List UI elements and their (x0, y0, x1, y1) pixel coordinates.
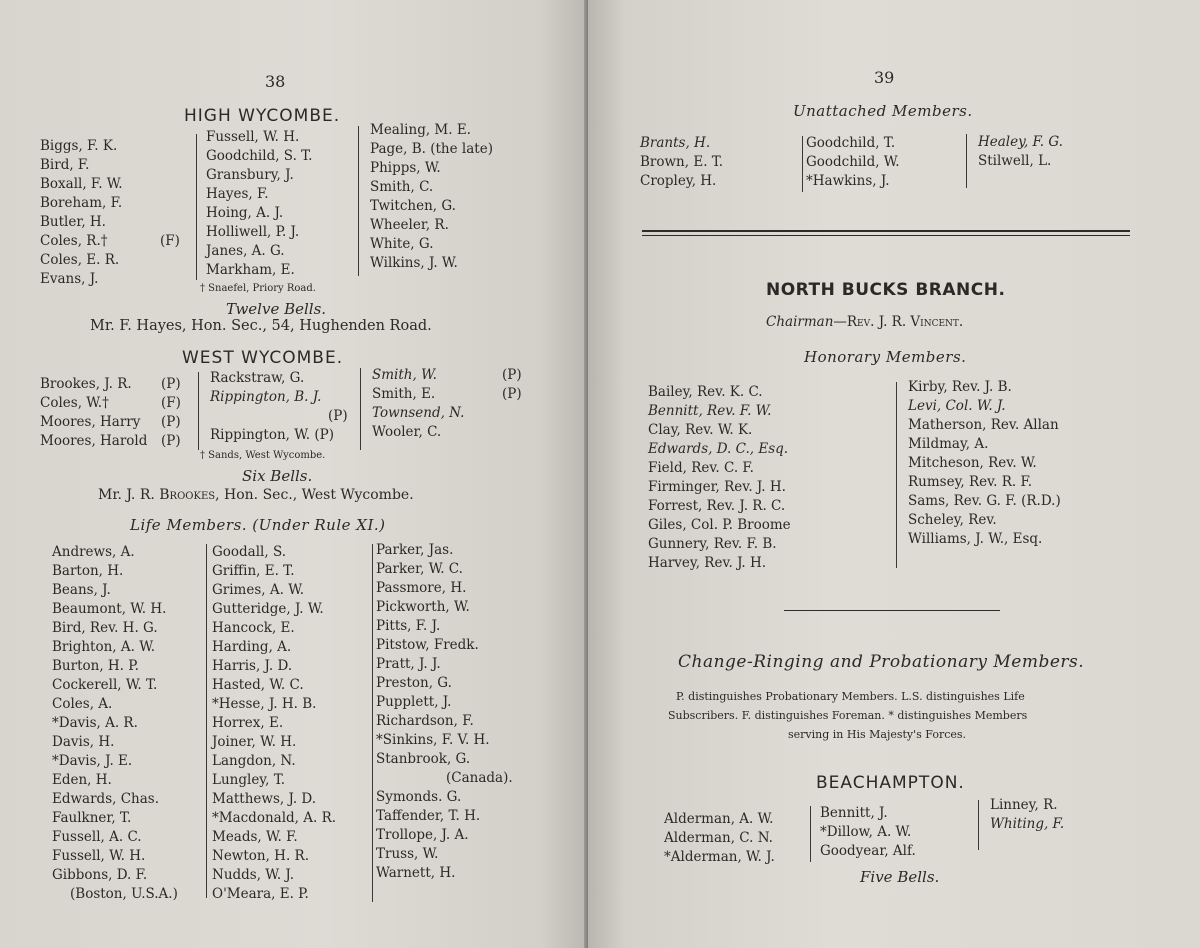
list-item: *Sinkins, F. V. H. (376, 732, 490, 748)
list-item: Burton, H. P. (52, 658, 139, 674)
list-item: Trollope, J. A. (376, 827, 469, 843)
list-item: Hasted, W. C. (212, 677, 304, 693)
list-item: Wilkins, J. W. (370, 255, 458, 271)
list-item: Mitcheson, Rev. W. (908, 455, 1037, 471)
section-title-change-ringing: Change-Ringing and Probationary Members. (678, 652, 1085, 672)
high-wycombe-col2 (206, 128, 312, 280)
list-item: Boreham, F. (40, 195, 123, 211)
list-item: Davis, H. (52, 734, 115, 750)
list-item: Clay, Rev. W. K. (648, 422, 753, 438)
list-item: Page, B. (the late) (370, 141, 493, 157)
short-rule (784, 610, 1000, 611)
list-item: Goodall, S. (212, 544, 287, 560)
section-title-life-members: Life Members. (Under Rule XI.) (130, 516, 386, 534)
list-item: *Davis, A. R. (52, 715, 138, 731)
list-item: Sams, Rev. G. F. (R.D.) (908, 493, 1061, 509)
list-item: Moores, Harold (40, 433, 148, 449)
list-item: Nudds, W. J. (212, 867, 295, 883)
honorary-col1 (648, 383, 791, 573)
unattached-col1 (640, 134, 723, 191)
list-item: Fussell, A. C. (52, 829, 142, 845)
list-item: Fussell, W. H. (206, 129, 300, 145)
list-item: Barton, H. (52, 563, 124, 579)
list-item: Edwards, D. C., Esq. (648, 441, 789, 457)
list-item: Linney, R. (990, 797, 1058, 813)
high-wycombe-col3 (370, 121, 493, 273)
list-item: Beans, J. (52, 582, 111, 598)
beachampton-col1 (664, 810, 775, 867)
legend-note: P. distinguishes Probationary Members. L.S. distinguishes Life (676, 690, 1025, 703)
secretary-name: Brookes (159, 487, 216, 503)
list-item: Symonds. G. (376, 789, 462, 805)
bells-note: Twelve Bells. (226, 300, 327, 318)
list-item: Pitstow, Fredk. (376, 637, 479, 653)
west-wycombe-col3 (372, 366, 464, 442)
list-item: Alderman, A. W. (664, 811, 774, 827)
list-item: Mildmay, A. (908, 436, 989, 452)
list-item: Smith, W. (372, 367, 437, 383)
beachampton-col2 (820, 804, 916, 861)
column-divider (372, 544, 373, 902)
list-item: Newton, H. R. (212, 848, 309, 864)
list-item: Meads, W. F. (212, 829, 298, 845)
list-item: Brighton, A. W. (52, 639, 155, 655)
list-item: Goodchild, S. T. (206, 148, 313, 164)
list-item: Matherson, Rev. Allan (908, 417, 1059, 433)
list-item: Coles, E. R. (40, 252, 120, 268)
column-divider (966, 134, 967, 188)
status-flag: (P) (502, 386, 522, 402)
list-item: *Hawkins, J. (806, 173, 890, 189)
left-page (0, 0, 588, 948)
bells-note: Five Bells. (860, 868, 940, 886)
life-members-col3 (376, 541, 513, 883)
list-item: Butler, H. (40, 214, 106, 230)
list-item: Eden, H. (52, 772, 112, 788)
list-item: Levi, Col. W. J. (908, 398, 1006, 414)
list-item: Beaumont, W. H. (52, 601, 167, 617)
list-item: Pratt, J. J. (376, 656, 441, 672)
list-item: Warnett, H. (376, 865, 456, 881)
list-item: Gransbury, J. (206, 167, 294, 183)
chairman-line (766, 314, 963, 330)
page-number: 39 (874, 68, 895, 87)
bells-note: Six Bells. (242, 467, 313, 485)
legend-note: serving in His Majesty's Forces. (788, 728, 967, 741)
list-item: Coles, W.† (40, 395, 109, 411)
list-item: Goodchild, T. (806, 135, 896, 151)
list-item: Goodyear, Alf. (820, 843, 916, 859)
secretary-line (98, 487, 414, 503)
list-item: Holliwell, P. J. (206, 224, 300, 240)
list-item: Stilwell, L. (978, 153, 1052, 169)
list-item: *Davis, J. E. (52, 753, 133, 769)
list-item: Cockerell, W. T. (52, 677, 158, 693)
list-item: Brookes, J. R. (40, 376, 132, 392)
list-item: Williams, J. W., Esq. (908, 531, 1043, 547)
list-item: O'Meara, E. P. (212, 886, 309, 902)
list-item: Richardson, F. (376, 713, 474, 729)
west-wycombe-col3-flags (502, 366, 522, 404)
section-title-unattached: Unattached Members. (793, 102, 973, 120)
list-item: Moores, Harry (40, 414, 141, 430)
list-item: Evans, J. (40, 271, 99, 287)
list-item: Biggs, F. K. (40, 138, 118, 154)
list-item: Andrews, A. (52, 544, 135, 560)
list-item: Gutteridge, J. W. (212, 601, 324, 617)
honorary-title: Honorary Members. (804, 348, 967, 366)
footnote: † Sands, West Wycombe. (200, 450, 326, 461)
double-rule (642, 230, 1130, 232)
beachampton-col3 (990, 796, 1064, 834)
west-wycombe-col1-flags (161, 375, 181, 451)
legend-note: Subscribers. F. distinguishes Foreman. * distinguishes Members (668, 709, 1028, 722)
column-divider (978, 800, 979, 850)
column-divider (206, 544, 207, 898)
double-rule (642, 235, 1130, 236)
list-item: Bennitt, Rev. F. W. (648, 403, 772, 419)
list-item: Coles, R.† (40, 233, 108, 249)
list-item: Truss, W. (376, 846, 439, 862)
section-title-west-wycombe: WEST WYCOMBE. (182, 348, 344, 368)
list-item: Taffender, T. H. (376, 808, 481, 824)
list-item: Fussell, W. H. (52, 848, 146, 864)
list-item: Hayes, F. (206, 186, 269, 202)
section-title-north-bucks: NORTH BUCKS BRANCH. (766, 280, 1006, 300)
list-item: Janes, A. G. (206, 243, 285, 259)
list-item: Bird, F. (40, 157, 90, 173)
list-item: Firminger, Rev. J. H. (648, 479, 786, 495)
chairman-label: Chairman (766, 314, 834, 330)
list-item: Cropley, H. (640, 173, 717, 189)
column-divider (360, 368, 361, 450)
list-item: White, G. (370, 236, 434, 252)
list-item: Rackstraw, G. (210, 370, 305, 386)
list-item: Hancock, E. (212, 620, 295, 636)
list-item: Horrex, E. (212, 715, 284, 731)
list-item: Healey, F. G. (978, 134, 1063, 150)
column-divider (196, 134, 197, 280)
list-item: *Macdonald, A. R. (212, 810, 337, 826)
list-item: Mealing, M. E. (370, 122, 471, 138)
list-item: Bennitt, J. (820, 805, 888, 821)
life-members-col2 (212, 543, 336, 904)
unattached-col2 (806, 134, 900, 191)
list-item: *Hesse, J. H. B. (212, 696, 317, 712)
list-item: Coles, A. (52, 696, 113, 712)
list-item: Giles, Col. P. Broome (648, 517, 791, 533)
list-item: Pitts, F. J. (376, 618, 441, 634)
list-item: Smith, C. (370, 179, 434, 195)
list-item: Rumsey, Rev. R. F. (908, 474, 1033, 490)
list-item: Preston, G. (376, 675, 452, 691)
list-item: Markham, E. (206, 262, 295, 278)
secretary-line: Mr. F. Hayes, Hon. Sec., 54, Hughenden Road. (90, 318, 432, 334)
list-item: Brown, E. T. (640, 154, 724, 170)
list-item: (Boston, U.S.A.) (70, 886, 178, 902)
list-item: Goodchild, W. (806, 154, 900, 170)
list-item: Smith, E. (372, 386, 436, 402)
column-divider (198, 372, 199, 450)
page-number: 38 (265, 72, 286, 91)
column-divider (358, 126, 359, 276)
list-item: Edwards, Chas. (52, 791, 159, 807)
secretary-prefix: Mr. J. R. (98, 487, 160, 503)
section-title-high-wycombe: HIGH WYCOMBE. (184, 106, 341, 126)
list-item: Rippington, B. J. (210, 389, 322, 405)
unattached-col3 (978, 133, 1063, 171)
list-item: Brants, H. (640, 135, 711, 151)
list-item: Bailey, Rev. K. C. (648, 384, 763, 400)
list-item: Pupplett, J. (376, 694, 452, 710)
list-item: Townsend, N. (372, 405, 465, 421)
list-item: Twitchen, G. (370, 198, 456, 214)
status-flag: (F) (161, 395, 181, 411)
list-item: Stanbrook, G. (376, 751, 471, 767)
list-item: Faulkner, T. (52, 810, 132, 826)
column-divider (896, 382, 897, 568)
list-item: Gibbons, D. F. (52, 867, 148, 883)
list-item: Bird, Rev. H. G. (52, 620, 158, 636)
high-wycombe-col1 (40, 137, 165, 289)
list-item: Scheley, Rev. (908, 512, 997, 528)
west-wycombe-col1 (40, 375, 147, 451)
list-item: Matthews, J. D. (212, 791, 317, 807)
list-item: Rippington, W. (P) (210, 427, 334, 443)
status-flag: (P) (502, 367, 522, 383)
list-item: Lungley, T. (212, 772, 286, 788)
list-item: Griffin, E. T. (212, 563, 295, 579)
list-item: Wooler, C. (372, 424, 442, 440)
foreman-flag: (F) (160, 233, 180, 249)
status-flag: (P) (161, 414, 181, 430)
right-page (588, 0, 1200, 948)
list-item: Harding, A. (212, 639, 292, 655)
list-item: *Alderman, W. J. (664, 849, 775, 865)
column-divider (810, 806, 811, 862)
list-item: (Canada). (446, 770, 513, 786)
section-title-beachampton: BEACHAMPTON. (816, 773, 965, 793)
status-flag: (P) (161, 376, 181, 392)
life-members-col1 (52, 543, 178, 904)
list-item: Whiting, F. (990, 816, 1065, 832)
list-item: Passmore, H. (376, 580, 467, 596)
list-item: Gunnery, Rev. F. B. (648, 536, 777, 552)
list-item: Kirby, Rev. J. B. (908, 379, 1012, 395)
footnote: † Snaefel, Priory Road. (200, 283, 316, 294)
list-item: Field, Rev. C. F. (648, 460, 754, 476)
list-item: Hoing, A. J. (206, 205, 284, 221)
list-item: *Dillow, A. W. (820, 824, 912, 840)
list-item: Joiner, W. H. (212, 734, 297, 750)
list-item: Forrest, Rev. J. R. C. (648, 498, 786, 514)
honorary-col2 (908, 378, 1061, 549)
status-flag: (P) (161, 433, 181, 449)
list-item: Parker, W. C. (376, 561, 463, 577)
list-item: Harvey, Rev. J. H. (648, 555, 767, 571)
list-item: Boxall, F. W. (40, 176, 123, 192)
list-item: Wheeler, R. (370, 217, 449, 233)
list-item: (P) (328, 408, 348, 424)
list-item: Langdon, N. (212, 753, 296, 769)
list-item: Parker, Jas. (376, 542, 454, 558)
list-item: Grimes, A. W. (212, 582, 304, 598)
west-wycombe-col2 (210, 369, 348, 445)
list-item: Pickworth, W. (376, 599, 470, 615)
list-item: Harris, J. D. (212, 658, 293, 674)
column-divider (802, 136, 803, 192)
list-item: Alderman, C. N. (664, 830, 773, 846)
chairman-name: —Rev. J. R. Vincent. (833, 314, 964, 330)
list-item: Phipps, W. (370, 160, 441, 176)
secretary-suffix: , Hon. Sec., West Wycombe. (215, 487, 414, 503)
